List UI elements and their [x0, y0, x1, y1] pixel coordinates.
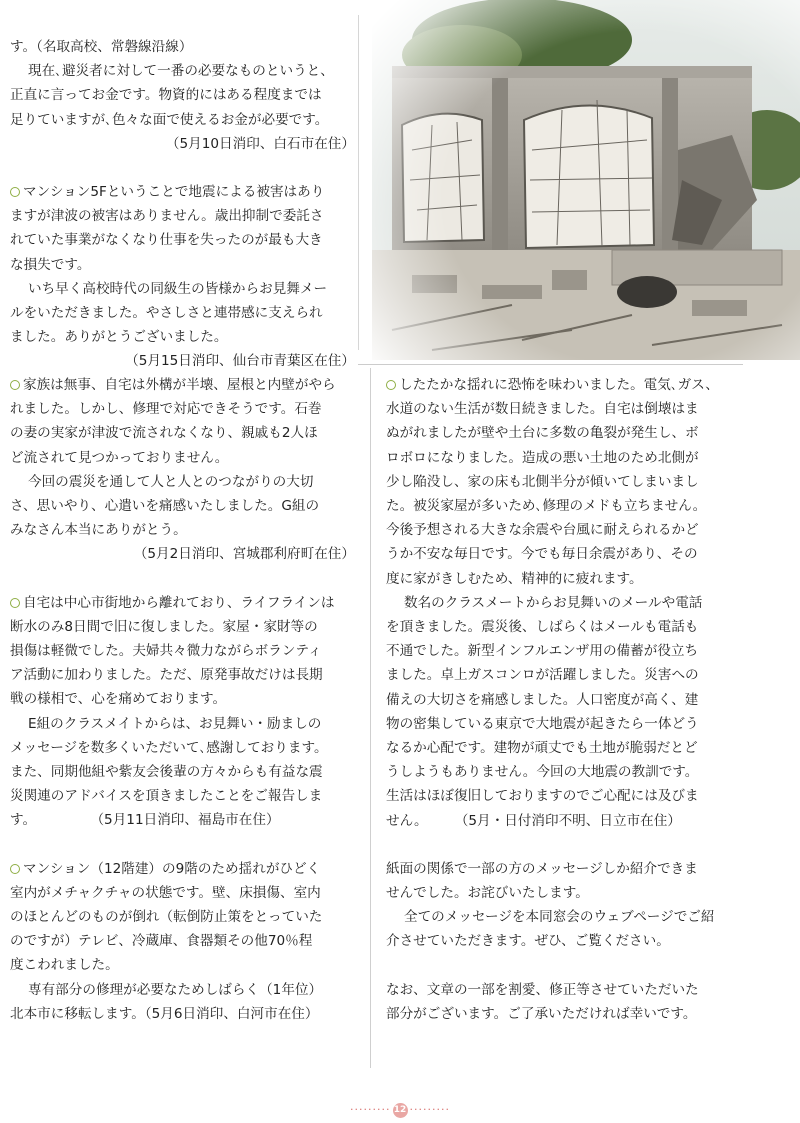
postmark-line [10, 349, 355, 373]
text-line-content: みなさん本当にありがとう。 [10, 522, 187, 539]
text-line [10, 59, 355, 83]
paragraph-gap [386, 833, 746, 857]
text-line-content: なるか心配です。建物が頑丈でも土地が脆弱だとど [386, 740, 698, 757]
circle-bullet-icon [10, 187, 20, 197]
column-divider-bottom [370, 368, 371, 1068]
text-line [386, 615, 746, 639]
text-line-content: 家族は無事、自宅は外構が半壊、屋根と内壁がやら [23, 377, 336, 393]
text-line-content: ア活動に加わりました。ただ、原発事故だけは長期 [10, 667, 323, 684]
text-line [10, 470, 355, 494]
text-line [10, 277, 355, 301]
paragraph-gap [386, 954, 746, 978]
text-line [386, 421, 746, 445]
text-line [386, 784, 746, 808]
text-line [386, 591, 746, 615]
left-column-bottom [10, 373, 355, 1026]
text-line-content: を頂きました。震災後、しばらくはメールも電話も [386, 619, 699, 636]
text-line [10, 639, 355, 663]
text-line-content: 数名のクラスメートからお見舞いのメールや電話 [404, 594, 703, 611]
circle-bullet-icon [10, 380, 20, 390]
text-line [386, 373, 746, 397]
text-line-content: 不通でした。新型インフルエンザ用の備蓄が役立ち [386, 643, 699, 660]
text-line [386, 905, 746, 929]
circle-bullet-icon [10, 598, 20, 608]
text-line-content: ますが津波の被害はありません。歳出抑制で委託さ [10, 208, 324, 225]
text-line [10, 446, 355, 470]
text-line [386, 978, 746, 1002]
text-line-content: の妻の実家が津波で流されなくなり、親戚も2人ほ [10, 425, 318, 442]
page-number-dots-left: ········· [350, 1103, 391, 1116]
text-line [10, 301, 355, 325]
column-divider-top [358, 15, 359, 350]
earthquake-damage-photo [372, 0, 800, 360]
text-line-content: す。（名取高校、常磐線沿線） [10, 39, 193, 55]
text-line-content: 室内がメチャクチャの状態です。壁、床損傷、室内 [10, 884, 321, 901]
text-line-content: のですが）テレビ、冷蔵庫、食器類その他70％程 [10, 933, 313, 950]
left-column-top [10, 35, 355, 374]
paragraph-gap [10, 567, 355, 591]
text-line-content: 介させていただきます。ぜひ、ご覧ください。 [386, 933, 670, 950]
text-line [10, 712, 355, 736]
text-line [10, 397, 355, 421]
text-line-content: 今回の震災を通して人と人とのつながりの大切 [28, 473, 314, 490]
text-line [10, 591, 355, 615]
text-line-content: ルをいただきました。やさしさと連帯感に支えられ [10, 305, 323, 322]
circle-bullet-icon [386, 380, 396, 390]
text-line [386, 857, 746, 881]
text-line [386, 567, 746, 591]
text-line [10, 808, 355, 832]
text-line-content: ど流されて見つかっておりません。 [10, 449, 229, 466]
text-line-content: 度こわれました。 [10, 957, 119, 974]
text-line [386, 929, 746, 953]
text-line [10, 857, 355, 881]
text-line [10, 180, 355, 204]
text-line-content: 生活はほぼ復旧しておりますのでご心配には及びま [386, 788, 699, 805]
text-line [386, 881, 746, 905]
text-line [386, 470, 746, 494]
text-line-content: （5月15日消印、仙台市青葉区在住） [125, 353, 355, 370]
text-line [10, 760, 355, 784]
text-line-content: 損傷は軽微でした。夫婦共々微力ながらボランティ [10, 643, 322, 660]
text-line-content: 備えの大切さを痛感しました。人口密度が高く、建 [386, 691, 699, 708]
text-line [10, 615, 355, 639]
text-line [10, 518, 355, 542]
text-line-content: 正直に言ってお金です。物資的にはある程度までは [10, 87, 322, 104]
text-line-content: 現在､避災者に対して一番の必要なものというと、 [28, 63, 334, 80]
text-line-content: 水道のない生活が数日続きました。自宅は倒壊はま [386, 401, 699, 418]
text-line-content: したたかな揺れに恐怖を味わいました。電気､ガス、 [399, 377, 719, 393]
text-line [10, 687, 355, 711]
text-line-content: また、同期他組や紫友会後輩の方々からも有益な震 [10, 764, 323, 781]
text-line-content: 自宅は中心市街地から離れており、ライフラインは [23, 594, 335, 611]
section-divider [358, 364, 743, 365]
text-line [10, 421, 355, 445]
text-line-content: 物の密集している東京で大地震が起きたら一体どう [386, 715, 699, 732]
text-line-content: ました。ありがとうございました。 [10, 329, 228, 346]
text-line [10, 228, 355, 252]
text-line [386, 663, 746, 687]
text-line [10, 953, 355, 977]
text-line [10, 83, 355, 107]
text-line-content: いち早く高校時代の同級生の皆様からお見舞メー [28, 280, 328, 297]
text-line-content: れました。しかし、修理で対応できそうです。石巻 [10, 401, 322, 418]
page-number-dots-right: ········· [409, 1103, 450, 1116]
text-line-content: マンション（12階建）の9階のため揺れがひどく [23, 860, 321, 877]
text-line [386, 1002, 746, 1026]
text-line-content: 災関連のアドバイスを頂きましたことをご報告しま [10, 788, 323, 805]
text-line [10, 663, 355, 687]
text-line-content: れていた事業がなくなり仕事を失ったのが最も大き [10, 232, 323, 249]
text-line-content: のほとんどのものが倒れ（転倒防止策をとっていた [10, 909, 323, 926]
text-line-content: す。 （5月11日消印、福島市在住） [10, 812, 280, 829]
text-line-content: ぬがれましたが壁や土台に多数の亀裂が発生し、ボ [386, 425, 699, 442]
text-line-content: 部分がございます。ご了承いただければ幸いです。 [386, 1005, 697, 1022]
text-line [10, 929, 355, 953]
text-line [10, 204, 355, 228]
text-line [386, 760, 746, 784]
text-line-content: せん。 （5月・日付消印不明、日立市在住） [386, 812, 681, 829]
text-line-content: ロボロになりました。造成の悪い土地のため北側が [386, 449, 699, 466]
postmark-line [10, 542, 355, 566]
paragraph-gap [10, 833, 355, 857]
text-line [386, 639, 746, 663]
text-line [10, 978, 355, 1002]
text-line [386, 542, 746, 566]
text-line-content: 少し陥没し、家の床も北側半分が傾いてしまいまし [386, 473, 699, 490]
text-line-content: 足りていますが､色々な面で使えるお金が必要です。 [10, 111, 329, 128]
right-column [386, 373, 746, 1026]
text-line [10, 736, 355, 760]
ruined-building-illustration [372, 0, 800, 360]
text-line-content: マンション5Fということで地震による被害はあり [23, 184, 325, 201]
text-line-content: な損失です。 [10, 256, 91, 273]
circle-bullet-icon [10, 864, 20, 874]
text-line-content: た。被災家屋が多いため､修理のメドも立ちません。 [386, 498, 707, 515]
text-line [386, 518, 746, 542]
page-number-badge: 12 [393, 1103, 408, 1118]
text-line [10, 108, 355, 132]
text-line [386, 712, 746, 736]
postmark-line [10, 132, 355, 156]
text-line-content: 紙面の関係で一部の方のメッセージしか紹介できま [386, 860, 698, 877]
text-line-content: なお、文章の一部を割愛、修正等させていただいた [386, 981, 699, 998]
text-line-content: さ、思いやり、心遣いを痛感いたしました。G組の [10, 498, 320, 515]
text-line [10, 784, 355, 808]
text-line [10, 881, 355, 905]
text-line-content: 専有部分の修理が必要なためしばらく（1年位） [28, 981, 323, 998]
text-line-content: 戦の様相で、心を痛めております。 [10, 691, 227, 708]
text-line [386, 446, 746, 470]
text-line [386, 809, 746, 833]
text-line [386, 736, 746, 760]
text-line-content: 断水のみ8日間で旧に復しました。家屋・家財等の [10, 618, 318, 635]
paragraph-gap [10, 156, 355, 180]
text-line-content: （5月10日消印、白石市在住） [165, 135, 355, 152]
text-line [10, 373, 355, 397]
text-line-content: せんでした。お詫びいたします。 [386, 885, 589, 902]
text-line-content: ました。卓上ガスコンロが活躍しました。災害への [386, 667, 699, 684]
text-line [386, 397, 746, 421]
text-line [10, 325, 355, 349]
text-line [386, 688, 746, 712]
text-line-content: 度に家がきしむため、精神的に疲れます。 [386, 570, 643, 587]
text-line-content: メッセージを数多くいただいて､感謝しております。 [10, 739, 328, 756]
text-line [10, 253, 355, 277]
text-line-content: うしようもありません。今回の大地震の教訓です。 [386, 764, 699, 781]
text-line [386, 494, 746, 518]
text-line-content: 全てのメッセージを本同窓会のウェブページでご紹 [404, 909, 715, 926]
text-line-content: うか不安な毎日です。今でも毎日余震があり、その [386, 546, 698, 563]
text-line [10, 905, 355, 929]
text-line [10, 35, 355, 59]
text-line-content: E組のクラスメイトからは、お見舞い・励ましの [28, 715, 322, 732]
text-line [10, 494, 355, 518]
text-line [10, 1002, 355, 1026]
text-line-content: 北本市に移転します。（5月6日消印、白河市在住） [10, 1005, 319, 1022]
text-line-content: （5月2日消印、宮城郡利府町在住） [133, 546, 355, 563]
page-number [0, 1102, 800, 1118]
text-line-content: 今後予想される大きな余震や台風に耐えられるかど [386, 522, 699, 539]
